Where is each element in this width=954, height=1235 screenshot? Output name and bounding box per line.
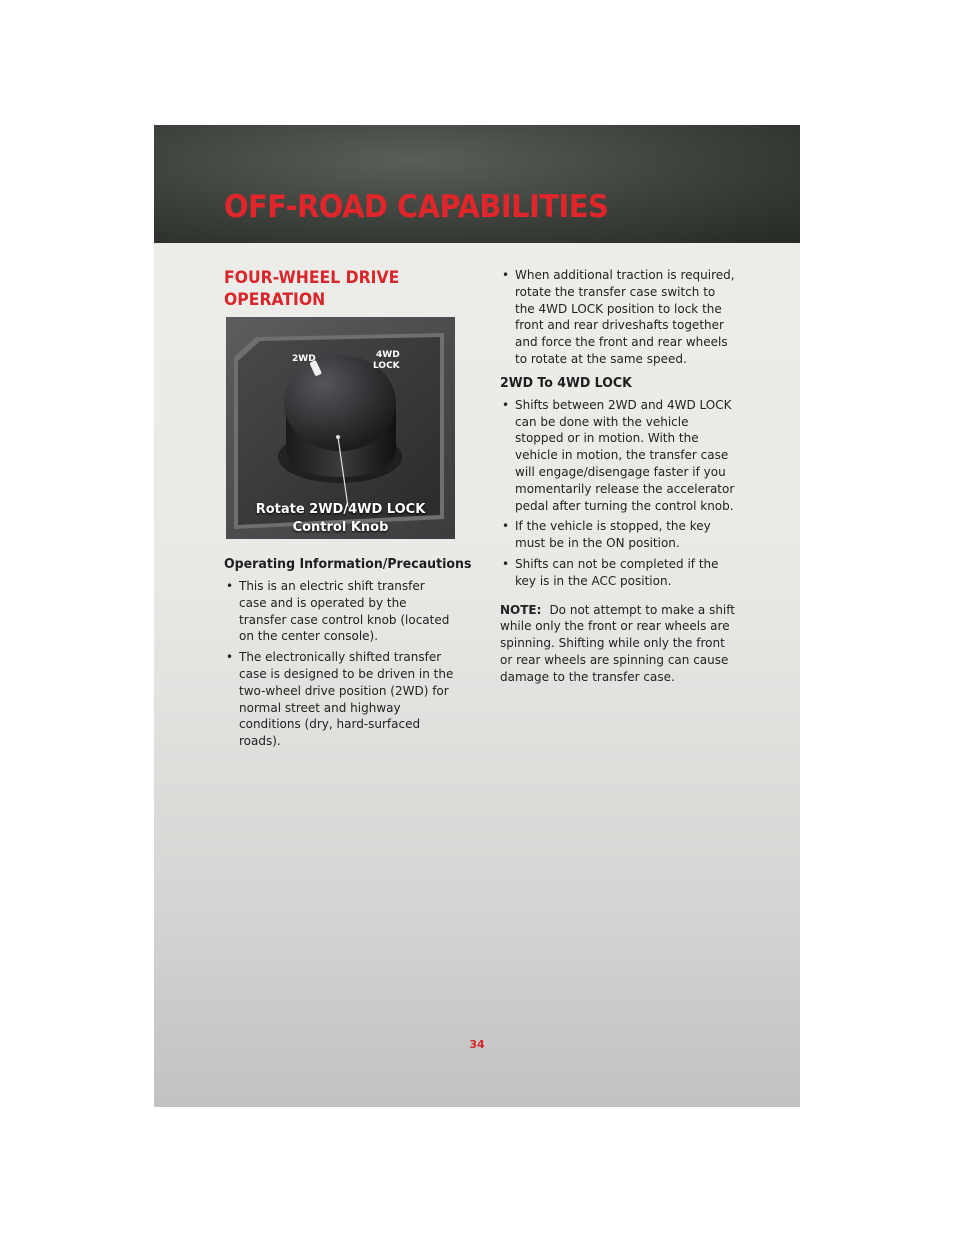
list-item: • When additional traction is required, rotate the transfer case switch to the 4WD LOCK position to lock the front and rear driveshafts together and force the front and rear wheels to rotate at the same speed.: [500, 267, 736, 368]
note-text: Do not attempt to make a shift while only the front or rear wheels are spinning. Shifting while only the front or rear wheels are spinning can cause damage to the transfer case.: [500, 602, 735, 684]
operating-info-list: [224, 578, 456, 750]
page-header: [154, 125, 800, 243]
manual-page: [154, 125, 800, 1107]
left-column: [224, 556, 472, 754]
traction-list: [500, 267, 736, 368]
photo-caption-line2: Control Knob: [292, 520, 389, 535]
page-number: 34: [469, 1038, 485, 1051]
label-4wd: 4WD: [376, 350, 400, 360]
note-label: NOTE:: [500, 602, 542, 617]
note-block: [500, 602, 736, 686]
right-column: [500, 267, 736, 686]
control-knob-photo: [226, 317, 455, 539]
page-title: OFF-ROAD CAPABILITIES: [224, 189, 609, 225]
list-item: • This is an electric shift transfer case and is operated by the transfer case control knob (located on the center console).: [224, 578, 456, 645]
operating-info-heading: Operating Information/Precautions: [224, 556, 472, 572]
list-item: • The electronically shifted transfer case is designed to be driven in the two-wheel drive position (2WD) for normal street and highway conditions (dry, hard-surfaced roads).: [224, 649, 456, 750]
section-title: FOUR-WHEEL DRIVE OPERATION: [224, 268, 400, 310]
shift-heading: 2WD To 4WD LOCK: [500, 374, 632, 391]
label-2wd: 2WD: [292, 354, 316, 364]
list-item: • Shifts can not be completed if the key is in the ACC position.: [500, 556, 736, 590]
shift-list: [500, 397, 736, 590]
photo-caption-line1: Rotate 2WD/4WD LOCK: [255, 502, 426, 517]
list-item: • If the vehicle is stopped, the key must be in the ON position.: [500, 518, 736, 552]
list-item: • Shifts between 2WD and 4WD LOCK can be done with the vehicle stopped or in motion. With the vehicle in motion, the transfer case will engage/disengage faster if you momentarily release the accelerator pedal after turning the control knob.: [500, 397, 736, 515]
label-lock: LOCK: [373, 361, 400, 371]
